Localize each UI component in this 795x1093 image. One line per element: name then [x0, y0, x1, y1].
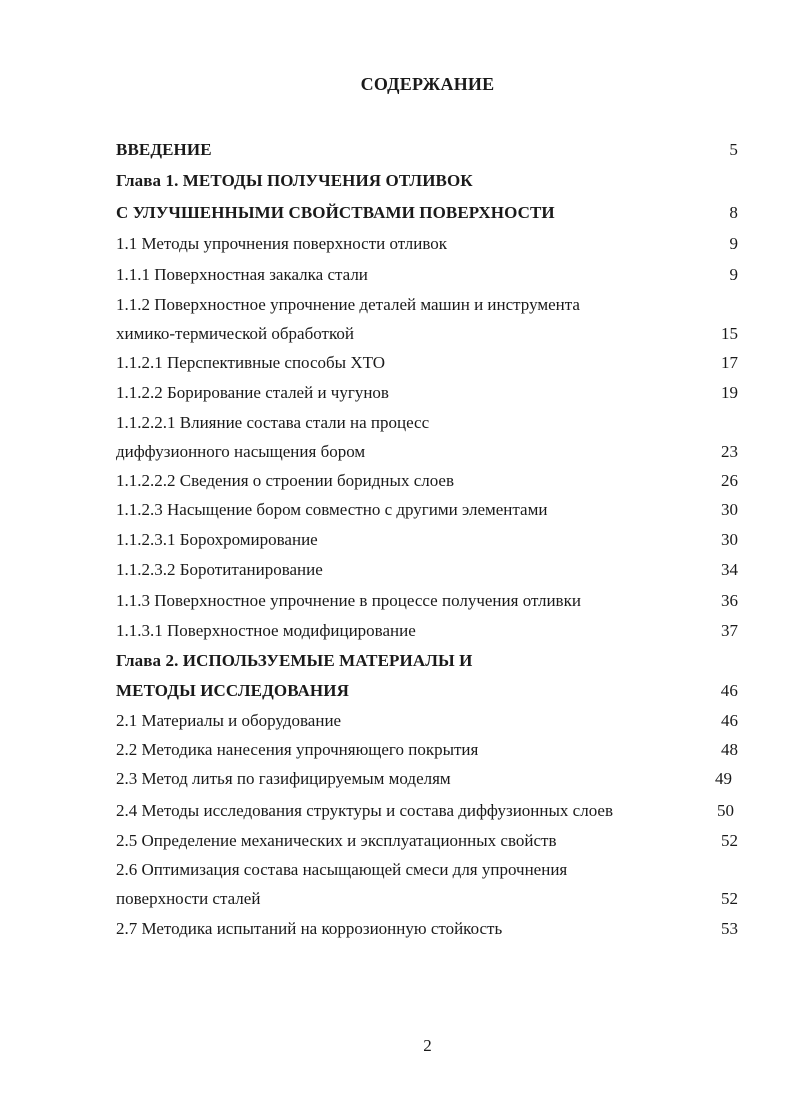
toc-entry-page: 26 [721, 471, 738, 490]
toc-entry-text: 1.1.2.2 Борирование сталей и чугунов [116, 383, 389, 402]
toc-entry-text: 1.1.2.3.2 Боротитанирование [116, 560, 323, 579]
toc-entry-page: 17 [721, 353, 738, 372]
toc-entry-text: 1.1.2.3 Насыщение бором совместно с другими элементами [116, 500, 548, 519]
toc-entry-1-1-2-3 [116, 498, 738, 522]
toc-entry-chapter-2 [116, 649, 738, 673]
toc-entry-text: Глава 1. МЕТОДЫ ПОЛУЧЕНИЯ ОТЛИВОК [116, 171, 473, 190]
toc-entry-text: 1.1 Методы упрочнения поверхности отливок [116, 234, 448, 253]
toc-entry-page: 8 [729, 203, 738, 222]
toc-entry-text: 1.1.2.2.1 Влияние состава стали на процесс [116, 413, 430, 432]
toc-entry-text: 2.5 Определение механических и эксплуатационных свойств [116, 831, 557, 850]
toc-entry-2-5 [116, 829, 738, 853]
toc-entry-1-1-3 [116, 589, 738, 613]
toc-entry-1-1-2-cont [116, 322, 738, 346]
toc-entry-text: 1.1.2.2.2 Сведения о строении боридных слоев [116, 471, 454, 490]
toc-entry-text: 1.1.1 Поверхностная закалка стали [116, 265, 368, 284]
toc-entry-page: 50 [717, 801, 734, 820]
toc-entry-text: 1.1.3 Поверхностное упрочнение в процессе получения отливки [116, 591, 581, 610]
toc-entry-text: диффузионного насыщения бором [116, 442, 366, 461]
toc-entry-page: 36 [721, 591, 738, 610]
toc-entry-page: 52 [721, 889, 738, 908]
toc-entry-page: 48 [721, 740, 738, 759]
toc-entry-text: 2.2 Методика нанесения упрочняющего покрытия [116, 740, 479, 759]
toc-entry-1-1-3-1 [116, 619, 738, 643]
toc-entry-text: 1.1.2 Поверхностное упрочнение деталей машин и инструмента [116, 295, 580, 314]
toc-entry-text: 2.3 Метод литья по газифицируемым моделям [116, 769, 451, 788]
toc-entry-page: 19 [721, 383, 738, 402]
toc-entry-chapter-1 [116, 169, 738, 193]
toc-entry-page: 37 [721, 621, 738, 640]
toc-entry-page: 49 [715, 769, 732, 788]
toc-entry-page: 5 [729, 140, 738, 159]
toc-entry-1-1-2-1 [116, 351, 738, 375]
toc-entry-2-1 [116, 709, 738, 733]
toc-entry-2-4 [116, 799, 738, 823]
toc-entry-1-1-2-2-1 [116, 411, 738, 435]
toc-entry-page: 34 [721, 560, 738, 579]
toc-entry-1-1-2-3-2 [116, 558, 738, 582]
toc-entry-text: химико-термической обработкой [116, 324, 354, 343]
toc-entry-text: 1.1.3.1 Поверхностное модифицирование [116, 621, 416, 640]
toc-entry-text: С УЛУЧШЕННЫМИ СВОЙСТВАМИ ПОВЕРХНОСТИ [116, 203, 555, 222]
toc-entry-text: 1.1.2.1 Перспективные способы ХТО [116, 353, 386, 372]
toc-entry-text: 2.7 Методика испытаний на коррозионную стойкость [116, 919, 503, 938]
toc-entry-text: Глава 2. ИСПОЛЬЗУЕМЫЕ МАТЕРИАЛЫ И [116, 651, 473, 670]
toc-entry-page: 30 [721, 500, 738, 519]
toc-entry-page: 23 [721, 442, 738, 461]
toc-entry-chapter-2-cont [116, 679, 738, 703]
toc-entry-2-2 [116, 738, 738, 762]
toc-entry-1-1-2-2 [116, 381, 738, 405]
toc-entry-page: 9 [729, 265, 738, 284]
toc-entry-text: поверхности сталей [116, 889, 261, 908]
toc-entry-text: 2.4 Методы исследования структуры и состава диффузионных слоев [116, 801, 613, 820]
toc-entry-1-1-2-2-2 [116, 469, 738, 493]
toc-entry-text: 2.1 Материалы и оборудование [116, 711, 342, 730]
toc-entry-page: 46 [721, 711, 738, 730]
toc-entry-text: 2.6 Оптимизация состава насыщающей смеси для упрочнения [116, 860, 568, 879]
toc-entry-page: 9 [729, 234, 738, 253]
toc-entry-1-1-2-3-1 [116, 528, 738, 552]
toc-entry-2-6-cont [116, 887, 738, 911]
page-title: СОДЕРЖАНИЕ [360, 74, 495, 94]
toc-entry-2-3 [116, 767, 738, 791]
toc-entry-2-6 [116, 858, 738, 882]
toc-entry-1-1-2 [116, 293, 738, 317]
toc-entry-page: 15 [721, 324, 738, 343]
page-number: 2 [423, 1036, 432, 1055]
toc-entry-introduction [116, 138, 738, 162]
toc-entry-text: 1.1.2.3.1 Борохромирование [116, 530, 318, 549]
toc-entry-text: МЕТОДЫ ИССЛЕДОВАНИЯ [116, 681, 349, 700]
toc-entry-1-1-1 [116, 263, 738, 287]
toc-entry-1-1 [116, 232, 738, 256]
toc-entry-2-7 [116, 917, 738, 941]
toc-entry-1-1-2-2-1-cont [116, 440, 738, 464]
toc-entry-page: 53 [721, 919, 738, 938]
toc-entry-page: 52 [721, 831, 738, 850]
toc-entry-text: ВВЕДЕНИЕ [116, 140, 212, 159]
toc-entry-page: 46 [720, 681, 738, 700]
toc-entry-chapter-1-cont [116, 201, 738, 225]
toc-entry-page: 30 [721, 530, 738, 549]
